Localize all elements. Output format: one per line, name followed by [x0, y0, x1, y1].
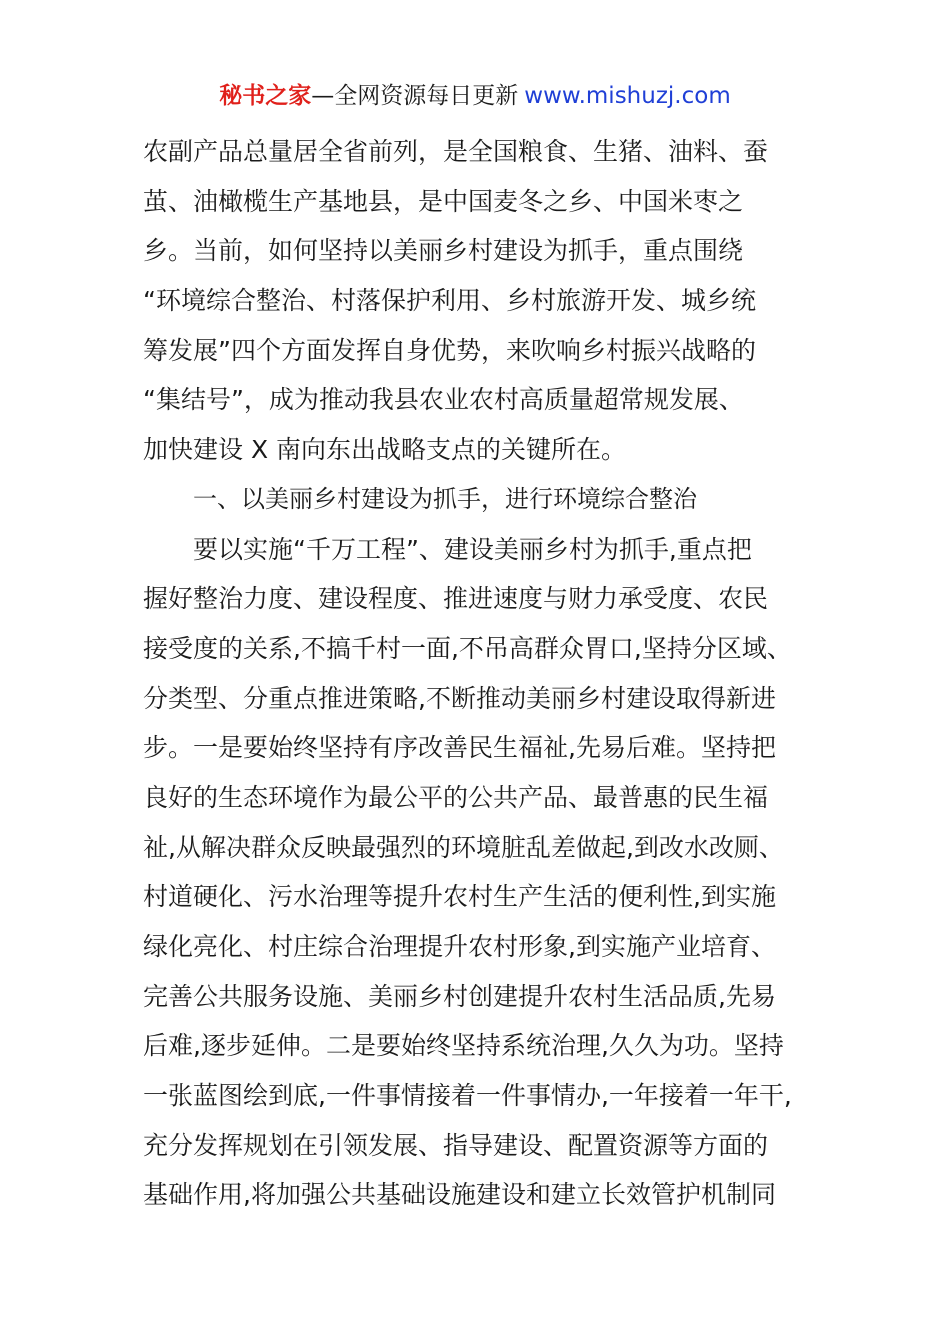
body-line: 筹发展”四个方面发挥自身优势，来吹响乡村振兴战略的: [143, 335, 756, 365]
body-line: 农副产品总量居全省前列，是全国粮食、生猪、油料、蚕: [143, 137, 769, 166]
body-line: 良好的生态环境作为最公平的公共产品、最普惠的民生福: [143, 782, 769, 812]
body-line: 祉,从解决群众反映最强烈的环境脏乱差做起,到改水改厕、: [143, 832, 784, 862]
body-line: 乡。当前，如何坚持以美丽乡村建设为抓手，重点围绕: [143, 236, 744, 266]
body-line: 一张蓝图绘到底,一件事情接着一件事情办,一年接着一年干,: [143, 1081, 792, 1111]
site-url-link[interactable]: www.mishuzj.com: [524, 83, 731, 109]
header-slogan: —全网资源每日更新: [311, 83, 519, 109]
body-line: 后难,逐步延伸。二是要始终坚持系统治理,久久为功。坚持: [143, 1031, 784, 1061]
body-line: 完善公共服务设施、美丽乡村创建提升农村生活品质,先易: [143, 981, 776, 1011]
body-line: “集结号”，成为推动我县农业农村高质量超常规发展、: [143, 385, 744, 415]
body-line: 绿化亮化、村庄综合治理提升农村形象,到实施产业培育、: [143, 932, 776, 961]
body-line: 握好整治力度、建设程度、推进速度与财力承受度、农民: [143, 584, 769, 614]
body-line: 分类型、分重点推进策略,不断推动美丽乡村建设取得新进: [143, 683, 776, 713]
page-header: [0, 80, 950, 112]
brand-name: 秘书之家: [219, 83, 312, 109]
body-line: 接受度的关系,不搞千村一面,不吊高群众胃口,坚持分区域、: [143, 633, 792, 663]
body-line: “环境综合整治、村落保护利用、乡村旅游开发、城乡统: [143, 286, 756, 316]
body-line: 加快建设 X 南向东出战略支点的关键所在。: [143, 435, 627, 465]
document-body: [143, 127, 813, 1220]
paragraph-first-line: 要以实施“千万工程”、建设美丽乡村为抓手,重点把: [193, 534, 752, 564]
body-line: 充分发挥规划在引领发展、指导建设、配置资源等方面的: [143, 1130, 769, 1160]
body-line: 步。一是要始终坚持有序改善民生福祉,先易后难。坚持把: [143, 733, 776, 763]
body-line: 茧、油橄榄生产基地县，是中国麦冬之乡、中国米枣之: [143, 186, 744, 216]
body-line: 村道硬化、污水治理等提升农村生产生活的便利性,到实施: [143, 882, 776, 912]
section-heading: 一、以美丽乡村建设为抓手，进行环境综合整治: [193, 484, 697, 513]
body-line: 基础作用,将加强公共基础设施建设和建立长效管护机制同: [143, 1180, 776, 1210]
